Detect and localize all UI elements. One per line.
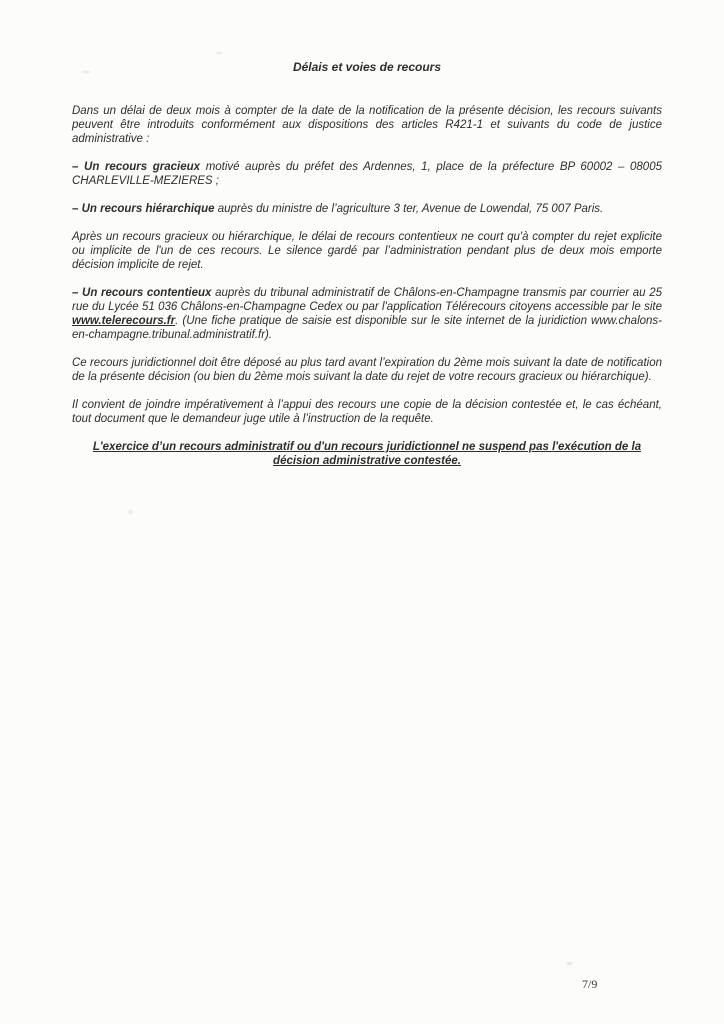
recours-contentieux-item [72,286,662,342]
scan-artifact [216,52,222,54]
text-run: . (Une fiche pratique de saisie est disponible sur le site internet de la juridiction www.chalons-en-champagne.tribunal.administratif.fr). [72,315,662,341]
text-run: L'exercice d’un recours administratif ou d'un recours juridictionnel ne suspend pas l'exécution de la décision administrative contestée. [92,441,642,467]
scan-artifact [128,510,133,514]
page-title: Délais et voies de recours [292,60,442,74]
text-run: Ce recours juridictionnel doit être déposé au plus tard avant l’expiration du 2ème mois suivant la date de notification de la présente décision (ou bien du 2ème mois suivant la date du rejet de votre recours gracieux ou hiérarchique). [72,357,662,383]
page-number: 7/9 [582,977,598,991]
text-run: – Un recours hiérarchique [72,203,215,215]
telerecours-link: www.telerecours.fr [72,315,176,327]
text-run: Il convient de joindre impérativement à l’appui des recours une copie de la décision contestée et, le cas échéant, tout document que le demandeur juge utile à l’instruction de la requête. [72,399,662,425]
scan-artifact [566,962,573,965]
after-recourse-paragraph [72,230,662,272]
recours-gracieux-item [72,160,662,188]
text-run: – Un recours contentieux [72,287,212,299]
recourse-notice [72,60,662,482]
text-run: Dans un délai de deux mois à compter de la date de la notification de la présente décision, les recours suivants peuvent être introduits conformément aux dispositions des articles R421-1 et suivants du code de justice administrative : [72,105,662,145]
paragraphs-container [72,104,662,468]
text-run: auprès du tribunal administratif de Châlons-en-Champagne transmis par courrier au 25 rue du Lycée 51 036 Châlons-en-Champagne Cedex ou par l'application Télérecours citoyens accessible par le site [72,287,662,313]
non-suspensive-notice [72,440,662,468]
text-run: motivé auprès du préfet des Ardennes, 1, place de la préfecture BP 60002 – 08005 CHARLEVILLE-MEZIERES ; [72,161,662,187]
text-run: Après un recours gracieux ou hiérarchique, le délai de recours contentieux ne court qu'à compter du rejet explicite ou implicite de l'un de ces recours. Le silence gardé par l’administration pendant plus de deux mois emporte décision implicite de rejet. [72,231,662,271]
recours-hierarchique-item [72,202,662,216]
deadline-paragraph [72,356,662,384]
text-run: – Un recours gracieux [72,161,201,173]
attachments-paragraph [72,398,662,426]
intro-paragraph [72,104,662,146]
text-run: auprès du ministre de l’agriculture 3 ter, Avenue de Lowendal, 75 007 Paris. [214,203,604,215]
